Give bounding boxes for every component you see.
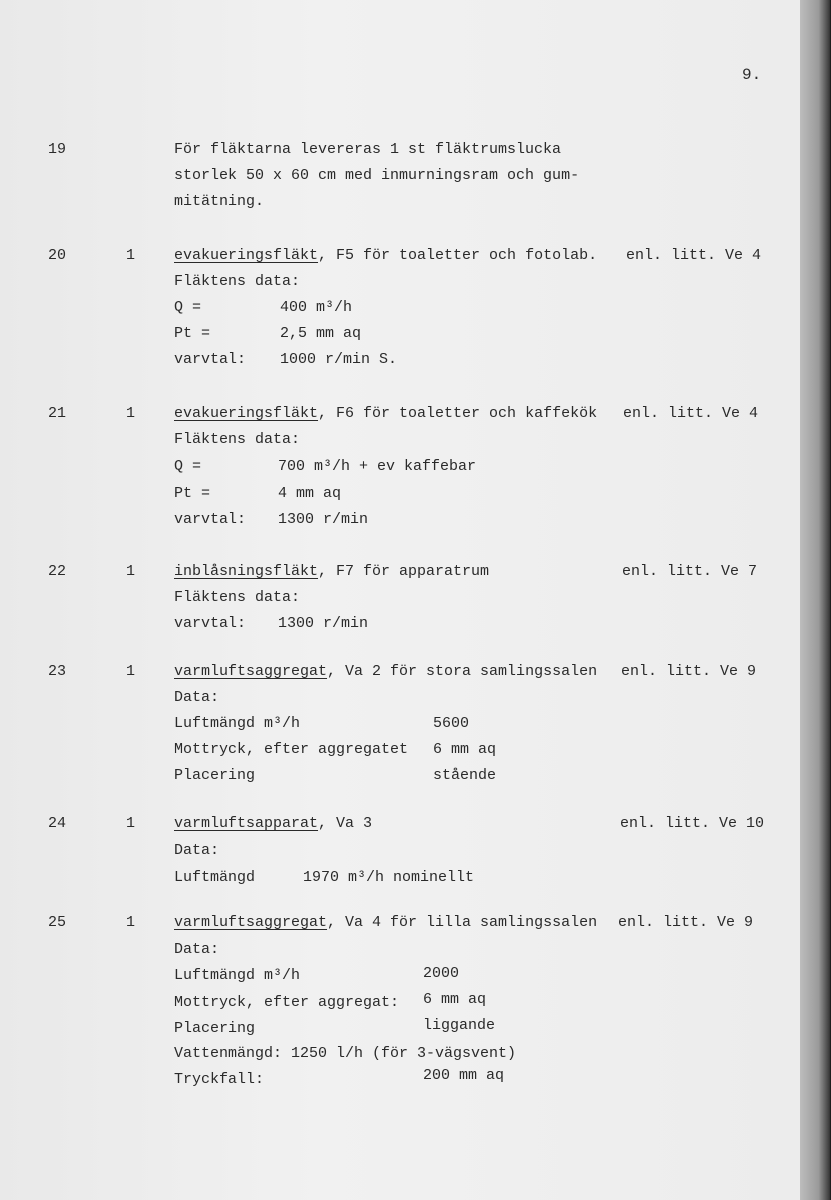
item-quantity: 1 — [126, 914, 136, 931]
item-text-line: mitätning. — [174, 193, 265, 210]
item-title-rest: , Va 2 för stora samlingssalen — [327, 663, 598, 680]
row-value: 2,5 mm aq — [280, 325, 362, 342]
item-number: 23 — [48, 663, 67, 680]
data-label: Fläktens data: — [174, 589, 301, 606]
item-title — [174, 405, 597, 422]
data-label: Data: — [174, 842, 220, 859]
item-title-rest: , Va 4 för lilla samlingssalen — [327, 914, 598, 931]
item-number: 22 — [48, 563, 67, 580]
data-label: Data: — [174, 689, 220, 706]
item-reference: enl. litt. Ve 7 — [622, 563, 758, 580]
row-value: liggande — [423, 1017, 496, 1034]
item-reference: enl. litt. Ve 4 — [626, 247, 762, 264]
row-value: 200 mm aq — [423, 1067, 505, 1084]
row-value: 700 m³/h + ev kaffebar — [278, 458, 477, 475]
data-label: Fläktens data: — [174, 431, 301, 448]
item-number: 19 — [48, 141, 67, 158]
item-title — [174, 663, 597, 680]
item-quantity: 1 — [126, 815, 136, 832]
item-title-rest: , F6 för toaletter och kaffekök — [318, 405, 598, 422]
row-value: 6 mm aq — [433, 741, 497, 758]
row-label: Tryckfall: — [174, 1071, 265, 1088]
item-title-term: varmluftsaggregat — [174, 914, 328, 931]
item-title-term: varmluftsapparat — [174, 815, 319, 832]
item-reference: enl. litt. Ve 9 — [621, 663, 757, 680]
item-reference: enl. litt. Ve 10 — [620, 815, 765, 832]
item-title — [174, 247, 597, 264]
row-label: Q = — [174, 299, 202, 316]
row-label: Luftmängd — [174, 869, 256, 886]
item-title-term: evakueringsfläkt — [174, 247, 319, 264]
row-value: 4 mm aq — [278, 485, 342, 502]
row-label: Placering — [174, 767, 256, 784]
row-label: varvtal: — [174, 351, 247, 368]
item-number: 20 — [48, 247, 67, 264]
row-label: Luftmängd m³/h — [174, 715, 301, 732]
row-label: Mottryck, efter aggregat: — [174, 994, 400, 1011]
item-title — [174, 563, 489, 580]
item-title-term: evakueringsfläkt — [174, 405, 319, 422]
item-text-line: storlek 50 x 60 cm med inmurningsram och gum- — [174, 167, 580, 184]
row-label: Pt = — [174, 325, 211, 342]
row-label: varvtal: — [174, 511, 247, 528]
row-value: 1000 r/min S. — [280, 351, 398, 368]
row-label: varvtal: — [174, 615, 247, 632]
item-quantity: 1 — [126, 247, 136, 264]
row-label: Q = — [174, 458, 202, 475]
item-number: 21 — [48, 405, 67, 422]
row-value: 1300 r/min — [278, 511, 369, 528]
row-value: 5600 — [433, 715, 470, 732]
item-title — [174, 815, 372, 832]
row-value: stående — [433, 767, 497, 784]
row-label: Luftmängd m³/h — [174, 967, 301, 984]
row-label: Placering — [174, 1020, 256, 1037]
row-label: Pt = — [174, 485, 211, 502]
item-text-line: För fläktarna levereras 1 st fläktrumslucka — [174, 141, 562, 158]
item-title-rest: , F7 för apparatrum — [318, 563, 490, 580]
row-value: 400 m³/h — [280, 299, 353, 316]
item-title — [174, 914, 597, 931]
item-reference: enl. litt. Ve 9 — [618, 914, 754, 931]
item-title-rest: , Va 3 — [318, 815, 373, 832]
row-value: 2000 — [423, 965, 460, 982]
item-title-rest: , F5 för toaletter och fotolab. — [318, 247, 598, 264]
item-number: 25 — [48, 914, 67, 931]
page-edge — [800, 0, 831, 1200]
row-label: Mottryck, efter aggregatet — [174, 741, 409, 758]
item-quantity: 1 — [126, 563, 136, 580]
item-quantity: 1 — [126, 663, 136, 680]
data-label: Data: — [174, 941, 220, 958]
item-title-term: varmluftsaggregat — [174, 663, 328, 680]
item-title-term: inblåsningsfläkt — [174, 563, 319, 580]
row-value: 6 mm aq — [423, 991, 487, 1008]
item-quantity: 1 — [126, 405, 136, 422]
row-value: 1300 r/min — [278, 615, 369, 632]
item-number: 24 — [48, 815, 67, 832]
row-label: Vattenmängd: 1250 l/h (för 3-vägsvent) — [174, 1045, 517, 1062]
data-label: Fläktens data: — [174, 273, 301, 290]
page-number: 9. — [742, 66, 762, 84]
row-value: 1970 m³/h nominellt — [303, 869, 475, 886]
item-reference: enl. litt. Ve 4 — [623, 405, 759, 422]
